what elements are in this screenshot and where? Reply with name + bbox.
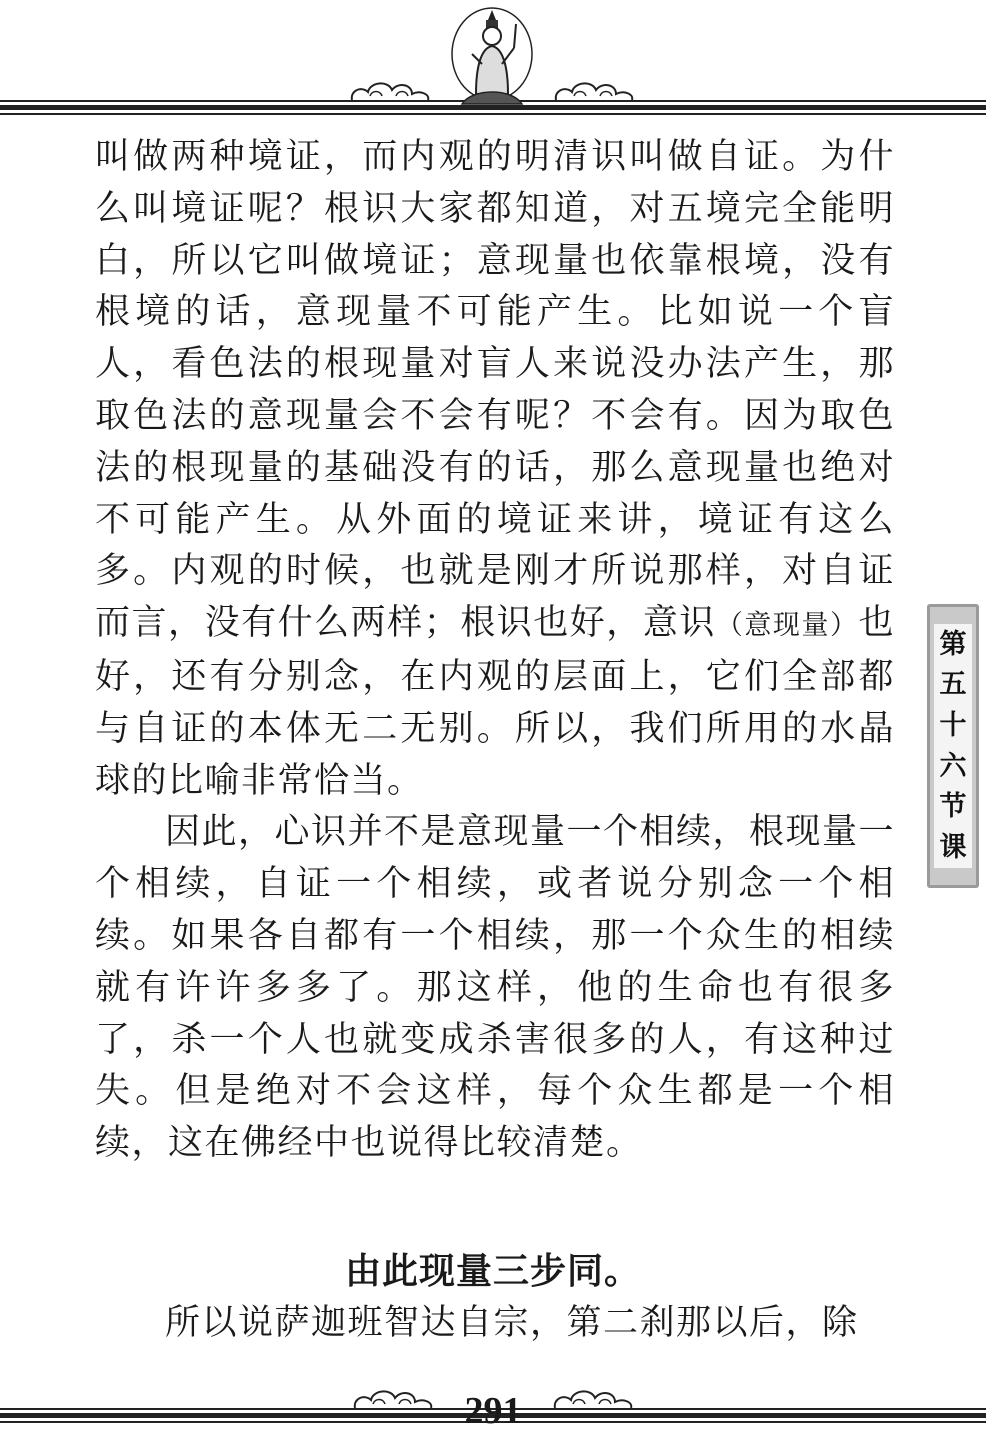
paragraph-3: 所以说萨迦班智达自宗，第二刹那以后，除 — [165, 1303, 859, 1343]
tab-char: 课 — [939, 832, 967, 864]
inline-annotation: （意现量） — [715, 610, 859, 642]
tab-char: 节 — [939, 791, 967, 823]
tab-char: 六 — [939, 750, 967, 782]
chapter-side-tab — [927, 604, 979, 888]
page-number: 291 — [464, 1390, 522, 1432]
tab-char: 第 — [939, 628, 967, 660]
verse-heading: 由此现量三步同。 — [344, 1251, 641, 1292]
right-cloud-ornament — [552, 78, 636, 104]
tab-char: 五 — [939, 669, 967, 701]
paragraph-2: 因此，心识并不是意现量一个相续，根现量一个相续，自证一个相续，或者说分别念一个相续。如果各自都有一个相续，那一个众生的相续就有许许多多了。那这样，他的生命也有很多了，杀一个人也就变成杀害很多的人，有这种过失。但是绝对不会这样，每个众生都是一个相续，这在佛经中也说得比较清楚。 — [95, 812, 896, 1164]
tab-char: 十 — [939, 710, 967, 742]
paragraph-1: 叫做两种境证，而内观的明清识叫做自证。为什么叫境证呢？根识大家都知道，对五境完全能明白，所以它叫做境证；意现量也依靠根境，没有根境的话，意现量不可能产生。比如说一个盲人，看色法的根现量对盲人来说没办法产生，那取色法的意现量会不会有呢？不会有。因为取色法的根现量的基础没有的话，那么意现量也绝对不可能产生。从外面的境证来讲，境证有这么多。内观的时候，也就是刚才所说那样，对自证而言，没有什么两样；根识也好，意识（意现量）也好，还有分别念，在内观的层面上，它们全部都与自证的本体无二无别。所以，我们所用的水晶球的比喻非常恰当。 — [95, 137, 895, 801]
left-cloud-ornament — [348, 78, 432, 104]
body-text — [95, 132, 895, 1170]
seated-deity-emblem — [442, 4, 542, 112]
